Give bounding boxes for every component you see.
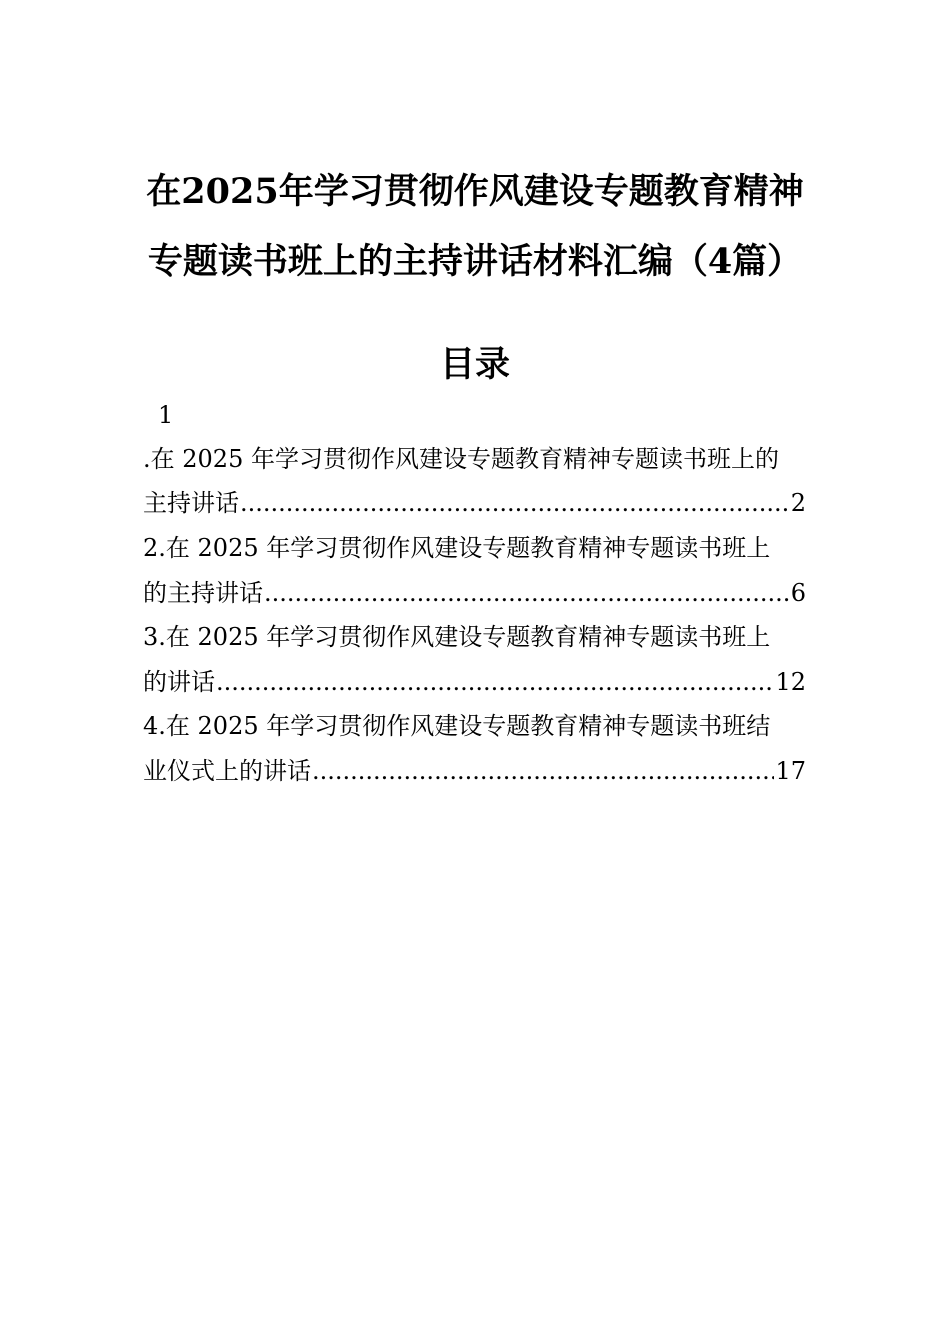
toc-item-3-page: 12 xyxy=(775,668,806,696)
toc-item-3-line-1[interactable]: 3.在 2025 年学习贯彻作风建设专题教育精神专题读书班上 xyxy=(143,623,771,651)
document-title-line-1: 在2025年学习贯彻作风建设专题教育精神 xyxy=(146,171,804,212)
toc-item-1-page: 2 xyxy=(790,489,806,517)
document-title-line-2: 专题读书班上的主持讲话材料汇编（4篇） xyxy=(147,241,803,282)
toc-item-2-line-1[interactable]: 2.在 2025 年学习贯彻作风建设专题教育精神专题读书班上 xyxy=(143,534,771,562)
toc-dot-leader xyxy=(216,667,774,697)
toc-item-4-entry[interactable] xyxy=(143,756,806,786)
toc-item-1-number: 1 xyxy=(158,401,174,429)
toc-item-4-line-1[interactable]: 4.在 2025 年学习贯彻作风建设专题教育精神专题读书班结 xyxy=(143,712,771,740)
toc-item-4-page: 17 xyxy=(775,757,806,785)
toc-dot-leader xyxy=(312,756,774,786)
toc-item-1-line-1[interactable]: .在 2025 年学习贯彻作风建设专题教育精神专题读书班上的 xyxy=(143,445,779,473)
toc-item-4-line-2: 业仪式上的讲话 xyxy=(143,757,311,785)
toc-dot-leader xyxy=(240,488,790,518)
toc-heading: 目录 xyxy=(439,344,510,385)
toc-dot-leader xyxy=(264,578,790,608)
toc-item-2-entry[interactable] xyxy=(143,578,806,608)
toc-item-2-page: 6 xyxy=(790,579,806,607)
toc-item-1-line-2: 主持讲话 xyxy=(143,489,239,517)
toc-item-3-entry[interactable] xyxy=(143,667,806,697)
toc-item-2-line-2: 的主持讲话 xyxy=(143,579,263,607)
toc-item-1-entry[interactable] xyxy=(143,488,806,518)
toc-item-3-line-2: 的讲话 xyxy=(143,668,215,696)
